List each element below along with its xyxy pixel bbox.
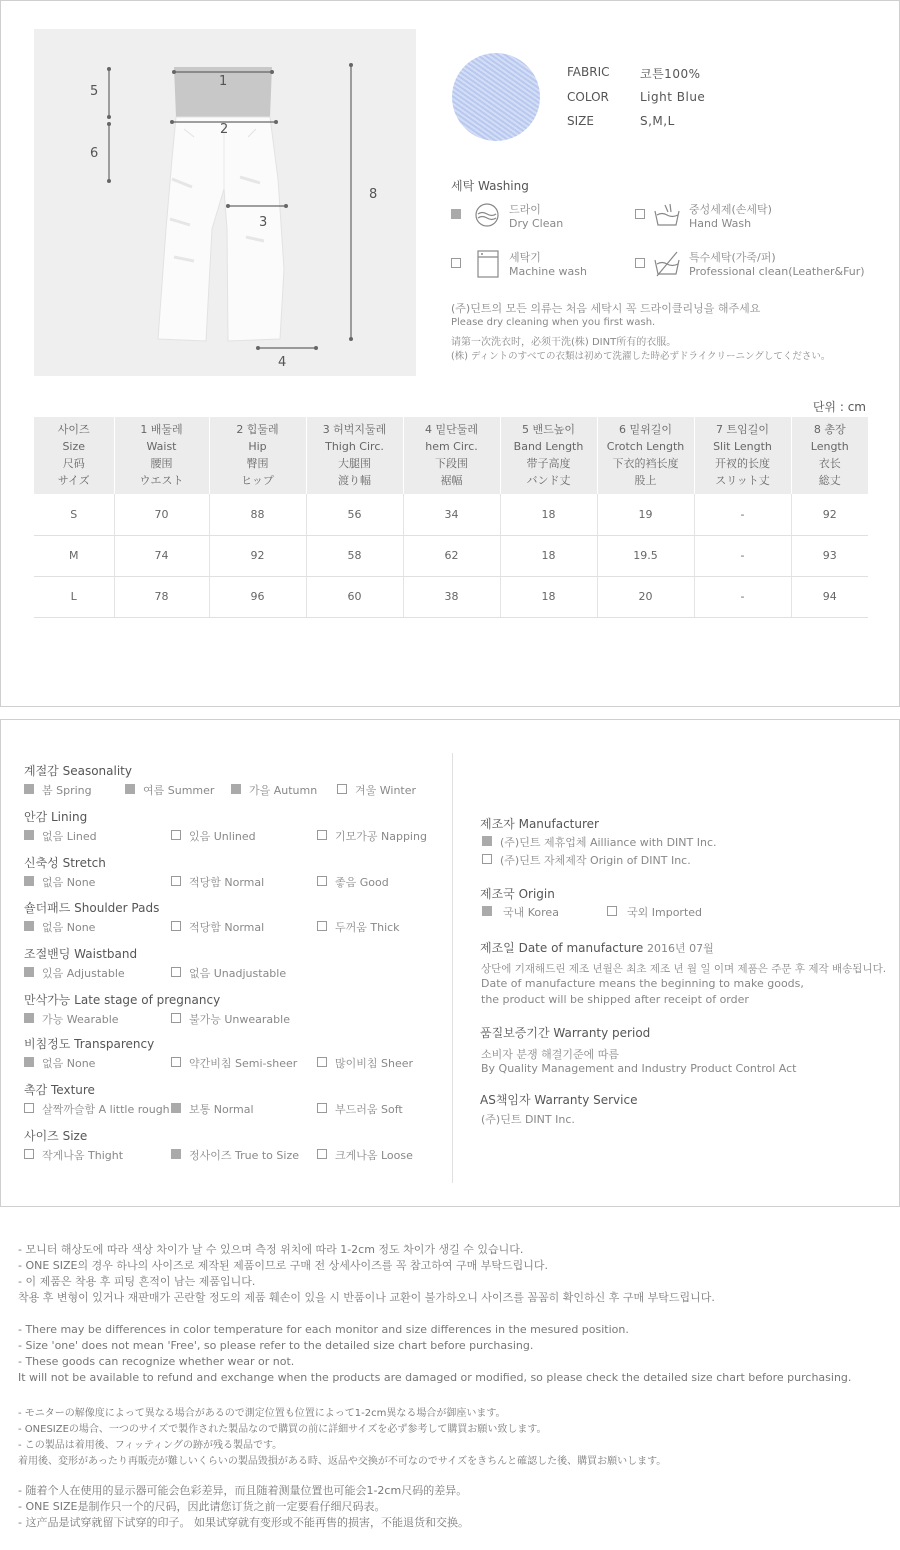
product-image	[34, 29, 416, 376]
size-table-header	[209, 417, 306, 494]
hand-wash-label-ko: 중성세제(손세탁)	[689, 203, 772, 216]
hand-wash-label-en: Hand Wash	[689, 217, 752, 230]
professional-clean-icon	[653, 250, 681, 278]
header-line: Waist	[146, 440, 177, 453]
attribute-option: 두꺼움 Thick	[335, 921, 400, 934]
attribute-option: 적당함 Normal	[189, 921, 265, 934]
header-line: ヒップ	[241, 474, 274, 487]
attribute-checkbox	[171, 876, 181, 886]
attribute-checkbox	[231, 784, 241, 794]
attribute-option: 크게나옴 Loose	[335, 1149, 413, 1162]
attribute-title: 촉감 Texture	[24, 1083, 95, 1097]
wash-note-ko: (주)딘트의 모든 의류는 처음 세탁시 꼭 드라이클리닝을 해주세요	[451, 302, 761, 315]
attribute-checkbox	[171, 1057, 181, 1067]
table-cell: -	[694, 535, 791, 576]
table-cell: 94	[791, 576, 868, 617]
attribute-checkbox	[24, 967, 34, 977]
unit-label: 단위 : cm	[812, 400, 866, 414]
attribute-checkbox	[317, 1057, 327, 1067]
header-line: 6 밑위길이	[619, 423, 672, 436]
as-line-1: (주)딘트 DINT Inc.	[481, 1113, 575, 1126]
color-value: Light Blue	[640, 90, 706, 104]
table-cell: -	[694, 494, 791, 535]
measure-label-3: 3	[259, 215, 268, 230]
header-line: hem Circ.	[425, 440, 478, 453]
column-divider	[452, 753, 453, 1183]
attribute-title: 신축성 Stretch	[24, 856, 106, 870]
size-table-header	[597, 417, 694, 494]
attribute-option: 여름 Summer	[143, 784, 215, 797]
table-cell: 58	[306, 535, 403, 576]
attribute-option: 좋음 Good	[335, 876, 389, 889]
header-line: バンド丈	[526, 474, 571, 487]
attribute-option: 없음 None	[42, 1057, 96, 1070]
warranty-line-1: 소비자 분쟁 해결기준에 따름	[481, 1048, 620, 1061]
header-line: Band Length	[513, 440, 584, 453]
attribute-checkbox	[317, 830, 327, 840]
attribute-checkbox	[171, 1013, 181, 1023]
warranty-line-2: By Quality Management and Industry Product Control Act	[481, 1062, 797, 1075]
warranty-title: 품질보증기간 Warranty period	[480, 1026, 651, 1040]
size-label: SIZE	[567, 114, 594, 128]
size-table-header	[694, 417, 791, 494]
attribute-title: 만삭가능 Late stage of pregnancy	[24, 993, 221, 1007]
size-table-header	[791, 417, 868, 494]
attribute-option: 불가능 Unwearable	[189, 1013, 290, 1026]
attribute-option: 가을 Autumn	[249, 784, 318, 797]
attribute-option: 봄 Spring	[42, 784, 92, 797]
dry-clean-label-ko: 드라이	[509, 203, 541, 216]
machine-wash-label-en: Machine wash	[509, 265, 587, 278]
header-line: Length	[810, 440, 849, 453]
attribute-option: 없음 Lined	[42, 830, 97, 843]
origin-imported-checkbox	[607, 906, 617, 916]
table-cell: 93	[791, 535, 868, 576]
attribute-option: 적당함 Normal	[189, 876, 265, 889]
attribute-option: 보통 Normal	[189, 1103, 254, 1116]
fabric-swatch	[452, 53, 540, 141]
table-row	[34, 535, 868, 576]
table-cell: 60	[306, 576, 403, 617]
header-line: 7 트임길이	[716, 423, 769, 436]
bottom-note-line: - この製品は着用後、フィッティングの跡が残る製品です。	[18, 1440, 283, 1451]
attribute-option: 없음 Unadjustable	[189, 967, 287, 980]
attribute-option: 살짝까슬함 A little rough	[42, 1103, 170, 1116]
table-cell: 18	[500, 576, 597, 617]
attribute-checkbox	[317, 1149, 327, 1159]
manufacturer-option-1: (주)딘트 제휴업체 Ailliance with DINT Inc.	[500, 836, 717, 849]
attribute-option: 많이비침 Sheer	[335, 1057, 414, 1070]
bottom-note-line: - ONE SIZE是制作只一个的尺码，因此请您订货之前一定要看仔细尺码表。	[18, 1500, 386, 1513]
header-line: サイズ	[57, 474, 90, 487]
header-line: 下段围	[435, 457, 468, 470]
table-cell: 19.5	[597, 535, 694, 576]
table-row	[34, 576, 868, 617]
attribute-checkbox	[171, 1103, 181, 1113]
attribute-checkbox	[24, 1013, 34, 1023]
measure-label-8: 8	[369, 187, 378, 202]
attribute-checkbox	[24, 876, 34, 886]
size-value: S,M,L	[640, 114, 675, 128]
bottom-note-line: - Size 'one' does not mean 'Free', so please refer to the detailed size chart before purchasing.	[18, 1339, 534, 1352]
size-table-header	[500, 417, 597, 494]
measure-label-6: 6	[90, 146, 99, 161]
header-line: Size	[62, 440, 86, 453]
header-line: Thigh Circ.	[325, 440, 384, 453]
header-line: Hip	[248, 440, 267, 453]
header-line: 衣长	[818, 457, 841, 470]
attribute-title: 계절감 Seasonality	[24, 764, 132, 778]
bottom-note-line: 着用後、変形があったり再販売が難しいくらいの製品毀損がある時、返品や交換が不可なのでサイズをきちんと確認した後、購買お願いします。	[18, 1456, 667, 1467]
table-cell: M	[34, 535, 114, 576]
machine-wash-checkbox	[451, 258, 461, 268]
attribute-checkbox	[24, 830, 34, 840]
header-line: スリット丈	[715, 474, 770, 487]
table-cell: 18	[500, 535, 597, 576]
dry-clean-label-en: Dry Clean	[509, 217, 564, 230]
wash-note-ja: (株) ディントのすべての衣類は初めて洗濯した時必ずドライクリーニングしてください。	[451, 351, 831, 362]
attribute-option: 작게나옴 Thight	[42, 1149, 124, 1162]
attribute-option: 겨울 Winter	[355, 784, 417, 797]
attribute-checkbox	[337, 784, 347, 794]
origin-title: 제조국 Origin	[480, 887, 555, 901]
bottom-note-line: - 随着个人在使用的显示器可能会色彩差异，而且随着测量位置也可能会1-2cm尺码的差异。	[18, 1484, 468, 1497]
header-line: Crotch Length	[606, 440, 685, 453]
manufacturer-option-2-checkbox	[482, 854, 492, 864]
professional-clean-checkbox	[635, 258, 645, 268]
header-line: 2 힙둘레	[236, 423, 279, 436]
header-line: 総丈	[818, 474, 841, 487]
attribute-checkbox	[125, 784, 135, 794]
hand-wash-icon	[653, 201, 681, 229]
bottom-note-line: - モニターの解像度によって異なる場合があるので測定位置も位置によって1-2cm異なる場合が御座います。	[18, 1408, 506, 1419]
bottom-note-line: 착용 후 변형이 있거나 재판매가 곤란할 정도의 제품 훼손이 있을 시 반품이나 교환이 불가하오니 사이즈를 꼼꼼히 확인하신 후 구매 부탁드립니다.	[18, 1291, 715, 1304]
date-line-1: 상단에 기재해드린 제조 년월은 최초 제조 년 월 일 이며 제품은 주문 후 제작 배송됩니다.	[481, 963, 887, 975]
header-line: 带子高度	[526, 457, 571, 470]
measure-label-5: 5	[90, 84, 99, 99]
attribute-checkbox	[171, 1149, 181, 1159]
table-cell: L	[34, 576, 114, 617]
header-line: 尺码	[62, 457, 85, 470]
date-title: 제조일 Date of manufacture	[480, 941, 644, 955]
attribute-option: 있음 Adjustable	[42, 967, 125, 980]
attribute-checkbox	[24, 921, 34, 931]
table-cell: 20	[597, 576, 694, 617]
date-line-2: Date of manufacture means the beginning to make goods,	[481, 977, 804, 990]
manufacturer-option-2: (주)딘트 자체제작 Origin of DINT Inc.	[500, 854, 691, 867]
table-cell: 62	[403, 535, 500, 576]
color-label: COLOR	[567, 90, 609, 104]
manufacturer-title: 제조자 Manufacturer	[480, 817, 599, 831]
table-cell: 92	[791, 494, 868, 535]
washing-title: 세탁 Washing	[451, 179, 529, 193]
table-row	[34, 494, 868, 535]
table-cell: 56	[306, 494, 403, 535]
header-line: 사이즈	[57, 423, 90, 436]
attribute-option: 정사이즈 True to Size	[189, 1149, 299, 1162]
fabric-label: FABRIC	[567, 65, 610, 79]
measure-label-1: 1	[219, 74, 228, 89]
header-line: 3 허벅지둘레	[322, 423, 387, 436]
dry-clean-checkbox	[451, 209, 461, 219]
size-table	[34, 417, 868, 618]
table-cell: 18	[500, 494, 597, 535]
header-line: 臀围	[246, 457, 269, 470]
header-line: 8 총장	[813, 423, 846, 436]
measure-label-4: 4	[278, 355, 287, 370]
header-line: 下衣的裆长度	[612, 457, 679, 470]
size-table-header	[114, 417, 209, 494]
product-info-panel	[0, 0, 900, 707]
size-table-header	[403, 417, 500, 494]
bottom-note-line: - There may be differences in color temperature for each monitor and size differences in the mesured position.	[18, 1323, 629, 1336]
machine-wash-label-ko: 세탁기	[509, 251, 541, 264]
attribute-option: 부드러움 Soft	[335, 1103, 403, 1116]
attribute-title: 사이즈 Size	[24, 1129, 88, 1143]
attribute-title: 비침정도 Transparency	[24, 1037, 155, 1051]
header-line: 1 배둘레	[140, 423, 183, 436]
header-line: 腰围	[150, 457, 173, 470]
professional-clean-label-en: Professional clean(Leather&Fur)	[689, 265, 865, 278]
bottom-note-line: - 모니터 해상도에 따라 색상 차이가 날 수 있으며 측정 위치에 따라 1-2cm 정도 차이가 생길 수 있습니다.	[18, 1243, 524, 1256]
attribute-checkbox	[24, 784, 34, 794]
header-line: ウエスト	[139, 474, 184, 487]
header-line: 5 밴드높이	[522, 423, 575, 436]
table-cell: 96	[209, 576, 306, 617]
attribute-option: 약간비침 Semi-sheer	[189, 1057, 298, 1070]
as-title: AS책임자 Warranty Service	[480, 1093, 638, 1107]
product-attributes-panel	[0, 719, 900, 1207]
professional-clean-label-ko: 특수세탁(가죽/퍼)	[689, 251, 776, 264]
wash-note-zh: 请第一次洗衣时，必须干洗(株) DINT所有的衣服。	[451, 337, 677, 348]
hand-wash-checkbox	[635, 209, 645, 219]
header-line: 开衩的长度	[715, 457, 770, 470]
header-line: 裾幅	[440, 474, 463, 487]
table-cell: 74	[114, 535, 209, 576]
attribute-checkbox	[24, 1057, 34, 1067]
attribute-checkbox	[317, 876, 327, 886]
attribute-checkbox	[171, 967, 181, 977]
attribute-option: 기모가공 Napping	[335, 830, 427, 843]
table-cell: 19	[597, 494, 694, 535]
table-cell: 70	[114, 494, 209, 535]
attribute-checkbox	[317, 1103, 327, 1113]
attribute-option: 가능 Wearable	[42, 1013, 119, 1026]
attribute-option: 없음 None	[42, 876, 96, 889]
bottom-note-line: - ONESIZEの場合、一つのサイズで製作された製品なので購買の前に詳細サイズを必ず参考して購買お願い致します。	[18, 1424, 547, 1435]
header-line: 渡り幅	[338, 474, 371, 487]
header-line: 大腿围	[338, 457, 371, 470]
table-cell: S	[34, 494, 114, 535]
size-table-header	[306, 417, 403, 494]
header-line: 4 밑단둘레	[425, 423, 478, 436]
table-cell: 88	[209, 494, 306, 535]
attribute-checkbox	[171, 921, 181, 931]
date-value: 2016년 07월	[647, 942, 714, 955]
attribute-option: 없음 None	[42, 921, 96, 934]
table-cell: 38	[403, 576, 500, 617]
bottom-note-line: - ONE SIZE의 경우 하나의 사이즈로 제작된 제품이므로 구매 전 상세사이즈를 꼭 참고하여 구매 부탁드립니다.	[18, 1259, 549, 1272]
size-table-header	[34, 417, 114, 494]
table-cell: 92	[209, 535, 306, 576]
fabric-value: 코튼100%	[640, 67, 701, 81]
origin-korea-checkbox	[482, 906, 492, 916]
wash-note-en: Please dry cleaning when you first wash.	[451, 317, 656, 328]
attribute-title: 조절밴딩 Waistband	[24, 947, 138, 961]
origin-imported: 국외 Imported	[627, 906, 703, 919]
washing-machine-icon	[477, 250, 499, 278]
table-cell: -	[694, 576, 791, 617]
attribute-option: 있음 Unlined	[189, 830, 256, 843]
attribute-title: 안감 Lining	[24, 810, 88, 824]
bottom-note-line: - 这产品是试穿就留下试穿的印子。 如果试穿就有变形或不能再售的损害，不能退货和交换。	[18, 1516, 469, 1529]
attribute-title: 숄더패드 Shoulder Pads	[24, 901, 160, 915]
attribute-checkbox	[171, 830, 181, 840]
table-cell: 78	[114, 576, 209, 617]
bottom-note-line: - These goods can recognize whether wear or not.	[18, 1355, 295, 1368]
attribute-checkbox	[317, 921, 327, 931]
origin-korea: 국내 Korea	[503, 906, 559, 919]
measure-label-2: 2	[220, 122, 229, 137]
header-line: 股上	[634, 474, 657, 487]
manufacturer-option-1-checkbox	[482, 836, 492, 846]
dry-clean-icon	[473, 202, 501, 228]
table-cell: 34	[403, 494, 500, 535]
attribute-checkbox	[24, 1149, 34, 1159]
header-line: Slit Length	[713, 440, 772, 453]
bottom-note-line: It will not be available to refund and exchange when the products are damaged or modified, so please check the detailed size chart before purchasing.	[18, 1371, 852, 1384]
attribute-checkbox	[24, 1103, 34, 1113]
bottom-note-line: - 이 제품은 착용 후 피팅 흔적이 남는 제품입니다.	[18, 1275, 256, 1288]
date-line-3: the product will be shipped after receipt of order	[481, 993, 749, 1006]
